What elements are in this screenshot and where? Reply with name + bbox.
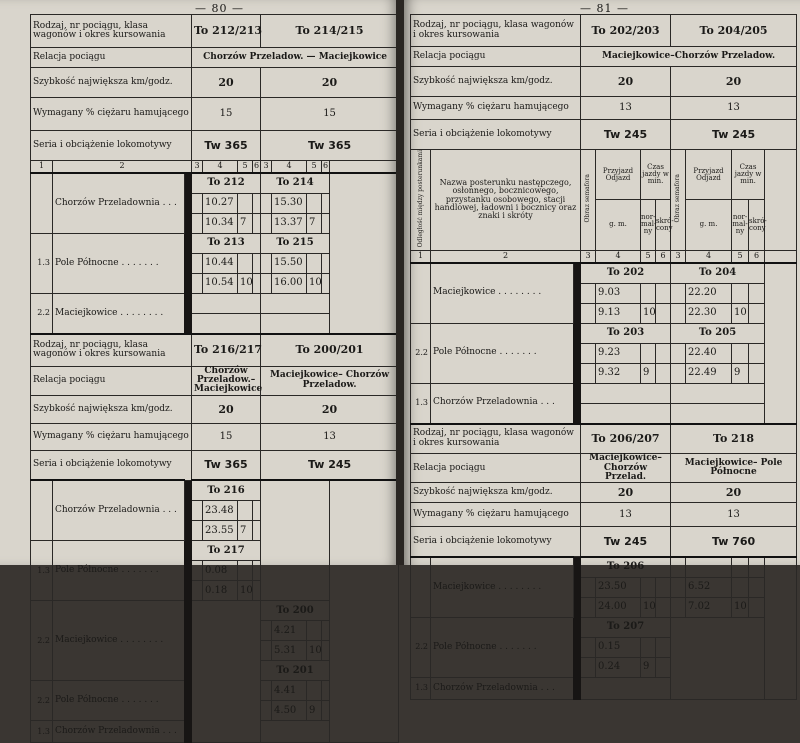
col-num: 6 xyxy=(253,161,261,174)
header-gm: g. m. xyxy=(596,200,641,250)
header-relacja: Relacja pociągu xyxy=(411,454,581,483)
col-num: 3 xyxy=(671,250,686,263)
header-normalny: nor-mal-ny xyxy=(732,200,749,250)
loco-a: Tw 245 xyxy=(581,527,671,557)
station-maciejkowice: Maciejkowice . . . . . . . . xyxy=(53,601,185,681)
train-number: To 207 xyxy=(581,617,671,637)
departure-time: 10.34 xyxy=(203,214,238,234)
header-wymagany: Wymagany % ciężaru hamującego xyxy=(411,97,581,120)
station-pole: Pole Północne . . . . . . . xyxy=(53,541,185,601)
signal-bar xyxy=(185,480,192,743)
departure-time: 4.50 xyxy=(272,701,307,721)
header-skrocony: skró-cony xyxy=(656,200,671,250)
relation-a: Chorzów Przeladow.– Maciejkowice xyxy=(192,366,261,395)
col-num: 5 xyxy=(238,161,253,174)
train-212-213: To 212/213 xyxy=(192,15,261,48)
header-szybkosc: Szybkość największa km/godz. xyxy=(411,67,581,97)
header-rodzaj: Rodzaj, nr pociągu, klasa wagonów i okres kursowania xyxy=(411,424,581,454)
station-chorzow: Chorzów Przeladownia . . . xyxy=(53,173,185,234)
page-number: — 81 — xyxy=(580,2,629,15)
loco-b: Tw 245 xyxy=(261,450,399,480)
loco-b: Tw 365 xyxy=(261,131,399,161)
train-number: To 204 xyxy=(671,263,765,284)
stop-time: 10 xyxy=(238,581,253,601)
header-gm: g. m. xyxy=(686,200,732,250)
header-wymagany: Wymagany % ciężaru hamującego xyxy=(31,423,192,450)
arrival-time: 22.40 xyxy=(686,343,732,363)
stop-time: 7 xyxy=(307,214,322,234)
departure-time: 10.54 xyxy=(203,274,238,294)
departure-time: 16.00 xyxy=(272,274,307,294)
header-relacja: Relacja pociągu xyxy=(31,48,192,68)
loco-a: Tw 365 xyxy=(192,450,261,480)
arrival-time: 23.50 xyxy=(596,577,641,597)
speed-b: 20 xyxy=(671,483,797,503)
train-number: To 202 xyxy=(581,263,671,284)
arrival-time: 15.50 xyxy=(272,254,307,274)
col-num: 1 xyxy=(31,161,53,174)
col-num: 4 xyxy=(272,161,307,174)
header-obraz: Obraz semafora xyxy=(584,174,591,223)
header-czas: Czas jazdy w min. xyxy=(732,150,765,200)
speed-b: 20 xyxy=(261,68,399,98)
station-chorzow: Chorzów Przeladownia . . . xyxy=(53,721,185,743)
header-rodzaj: Rodzaj, nr pociągu, klasa wagonów i okres kursowania xyxy=(411,15,581,47)
station-maciejkowice: Maciejkowice . . . . . . . . xyxy=(53,294,185,335)
departure-time: 24.00 xyxy=(596,597,641,617)
col-num: 5 xyxy=(641,250,656,263)
header-seria: Seria i obciążenie lokomotywy xyxy=(411,527,581,557)
brake-a: 15 xyxy=(192,423,261,450)
col-num: 6 xyxy=(749,250,765,263)
speed-a: 20 xyxy=(192,68,261,98)
arrival-time: 15.30 xyxy=(272,194,307,214)
train-206-207: To 206/207 xyxy=(581,424,671,454)
departure-time: 9.13 xyxy=(596,303,641,323)
loco-a: Tw 245 xyxy=(581,120,671,150)
distance-km: 1.3 xyxy=(411,383,431,424)
relation-b: Maciejkowice– Pole Północne xyxy=(671,454,797,483)
col-num: 4 xyxy=(203,161,238,174)
header-relacja: Relacja pociągu xyxy=(31,366,192,395)
departure-time: 22.30 xyxy=(686,303,732,323)
col-num: 5 xyxy=(732,250,749,263)
stop-time: 10 xyxy=(641,303,656,323)
arrival-time: 9.23 xyxy=(596,343,641,363)
col-num: 3 xyxy=(581,250,596,263)
distance-km: 2.2 xyxy=(411,323,431,383)
station-pole: Pole Północne . . . . . . . xyxy=(53,681,185,721)
col-num: 3 xyxy=(192,161,203,174)
departure-time: 23.55 xyxy=(203,521,238,541)
arrival-time: 22.20 xyxy=(686,283,732,303)
arrival-time: 10.44 xyxy=(203,254,238,274)
departure-time: 9.32 xyxy=(596,363,641,383)
station-chorzow: Chorzów Przeladownia . . . xyxy=(431,383,574,424)
station-pole: Pole Północne . . . . . . . xyxy=(53,234,185,294)
train-number: To 217 xyxy=(192,541,261,561)
page-number: — 80 — xyxy=(195,2,244,15)
departure-time: 13.37 xyxy=(272,214,307,234)
train-number: To 216 xyxy=(192,480,261,501)
col-num: 5 xyxy=(307,161,322,174)
train-number: To 206 xyxy=(581,557,671,578)
distance-km: 2.2 xyxy=(31,681,53,721)
relation: Chorzów Przeladow. — Maciejkowice xyxy=(192,48,399,68)
departure-time: 5.31 xyxy=(272,641,307,661)
header-obraz: Obraz semafora xyxy=(674,174,682,223)
station-maciejkowice: Maciejkowice . . . . . . . . xyxy=(431,263,574,324)
train-204-205: To 204/205 xyxy=(671,15,797,47)
col-num: 6 xyxy=(322,161,330,174)
distance-km: 1.3 xyxy=(31,721,53,743)
col-num: 2 xyxy=(431,250,581,263)
station-maciejkowice: Maciejkowice . . . . . . . . xyxy=(431,557,574,618)
brake-a: 13 xyxy=(581,503,671,527)
stop-time: 10 xyxy=(307,274,322,294)
distance-km: 2.2 xyxy=(411,617,431,677)
arrival-time: 0.15 xyxy=(596,637,641,657)
page-80 xyxy=(0,0,398,737)
header-wymagany: Wymagany % ciężaru hamującego xyxy=(411,503,581,527)
departure-time: 22.49 xyxy=(686,363,732,383)
speed-b: 20 xyxy=(261,395,399,423)
stop-time: 10 xyxy=(732,303,749,323)
departure-time: 7.02 xyxy=(686,597,732,617)
header-seria: Seria i obciążenie lokomotywy xyxy=(411,120,581,150)
header-szybkosc: Szybkość największa km/godz. xyxy=(31,68,192,98)
relation-a: Maciejkowice– Chorzów Przelad. xyxy=(581,454,671,483)
train-214-215: To 214/215 xyxy=(261,15,399,48)
signal-bar xyxy=(574,263,581,424)
distance-km: 2.2 xyxy=(31,601,53,681)
arrival-time: 0.08 xyxy=(203,561,238,581)
col-num: 2 xyxy=(53,161,192,174)
stop-time: 10 xyxy=(732,597,749,617)
header-szybkosc: Szybkość największa km/godz. xyxy=(31,395,192,423)
header-relacja: Relacja pociągu xyxy=(411,47,581,67)
header-rodzaj: Rodzaj, nr pociągu, klasa wagonów i okres kursowania xyxy=(31,334,192,366)
header-skrocony: skró-cony xyxy=(749,200,765,250)
page-81 xyxy=(404,0,800,693)
col-num: 3 xyxy=(261,161,272,174)
col-num: 4 xyxy=(686,250,732,263)
header-normalny: nor-mal-ny xyxy=(641,200,656,250)
loco-b: Tw 245 xyxy=(671,120,797,150)
distance-km: 1.3 xyxy=(31,541,53,601)
departure-time: 0.24 xyxy=(596,657,641,677)
distance-km: 1.3 xyxy=(31,234,53,294)
distance-km: 1.3 xyxy=(411,677,431,699)
relation: Maciejkowice–Chorzów Przeladow. xyxy=(581,47,797,67)
arrival-time: 9.03 xyxy=(596,283,641,303)
stop-time: 10 xyxy=(307,641,322,661)
brake-b: 13 xyxy=(671,97,797,120)
speed-a: 20 xyxy=(581,67,671,97)
header-przyjazd: Przyjazd Odjazd xyxy=(596,150,641,200)
stop-time: 9 xyxy=(641,657,656,677)
col-num: 4 xyxy=(596,250,641,263)
speed-a: 20 xyxy=(581,483,671,503)
col-num: 6 xyxy=(656,250,671,263)
station-chorzow: Chorzów Przeladownia . . . xyxy=(53,480,185,541)
brake-b: 13 xyxy=(671,503,797,527)
arrival-time: 23.48 xyxy=(203,501,238,521)
stop-time: 9 xyxy=(641,363,656,383)
brake-b: 15 xyxy=(261,98,399,131)
station-chorzow: Chorzów Przeladownia . . . xyxy=(431,677,574,699)
timetable-page-81 xyxy=(410,14,797,700)
header-rodzaj: Rodzaj, nr pociągu, klasa wagonów i okres kursowania xyxy=(31,15,192,48)
train-number: To 205 xyxy=(671,323,765,343)
timetable-page-80 xyxy=(30,14,399,743)
loco-b: Tw 760 xyxy=(671,527,797,557)
brake-b: 13 xyxy=(261,423,399,450)
signal-bar xyxy=(574,557,581,700)
stop-time: 7 xyxy=(238,521,253,541)
header-przyjazd: Przyjazd Odjazd xyxy=(686,150,732,200)
train-number: To 201 xyxy=(261,661,330,681)
speed-a: 20 xyxy=(192,395,261,423)
relation-b: Maciejkowice– Chorzów Przeladow. xyxy=(261,366,399,395)
train-number: To 203 xyxy=(581,323,671,343)
departure-time: 0.18 xyxy=(203,581,238,601)
header-szybkosc: Szybkość największa km/godz. xyxy=(411,483,581,503)
brake-a: 13 xyxy=(581,97,671,120)
arrival-time: 4.21 xyxy=(272,621,307,641)
train-202-203: To 202/203 xyxy=(581,15,671,47)
distance-km: 2.2 xyxy=(31,294,53,335)
brake-a: 15 xyxy=(192,98,261,131)
stop-time: 7 xyxy=(238,214,253,234)
arrival-time: 4.41 xyxy=(272,681,307,701)
train-200-201: To 200/201 xyxy=(261,334,399,366)
train-218: To 218 xyxy=(671,424,797,454)
train-number: To 213 xyxy=(192,234,261,254)
header-seria: Seria i obciążenie lokomotywy xyxy=(31,450,192,480)
station-pole: Pole Północne . . . . . . . xyxy=(431,617,574,677)
header-nazwa: Nazwa posterunku następczego, osłonnego, bocznicowego, przystanku osobowego, stacji handlowej, ładowni i bocznicy oraz znaki i skróty xyxy=(431,150,581,251)
stop-time: 10 xyxy=(641,597,656,617)
col-num: 1 xyxy=(411,250,431,263)
stop-time: 9 xyxy=(732,363,749,383)
train-number: To 214 xyxy=(261,173,330,194)
train-number: To 212 xyxy=(192,173,261,194)
header-seria: Seria i obciążenie lokomotywy xyxy=(31,131,192,161)
stop-time: 10 xyxy=(238,274,253,294)
arrival-time: 6.52 xyxy=(686,577,732,597)
loco-a: Tw 365 xyxy=(192,131,261,161)
stop-time: 9 xyxy=(307,701,322,721)
speed-b: 20 xyxy=(671,67,797,97)
header-odleglosc: Odległość między posterunkami xyxy=(416,150,424,248)
signal-bar xyxy=(185,173,192,334)
train-number: To 215 xyxy=(261,234,330,254)
train-number: To 200 xyxy=(261,601,330,621)
header-czas: Czas jazdy w min. xyxy=(641,150,671,200)
arrival-time: 10.27 xyxy=(203,194,238,214)
train-216-217: To 216/217 xyxy=(192,334,261,366)
station-pole: Pole Północne . . . . . . . xyxy=(431,323,574,383)
header-wymagany: Wymagany % ciężaru hamującego xyxy=(31,98,192,131)
